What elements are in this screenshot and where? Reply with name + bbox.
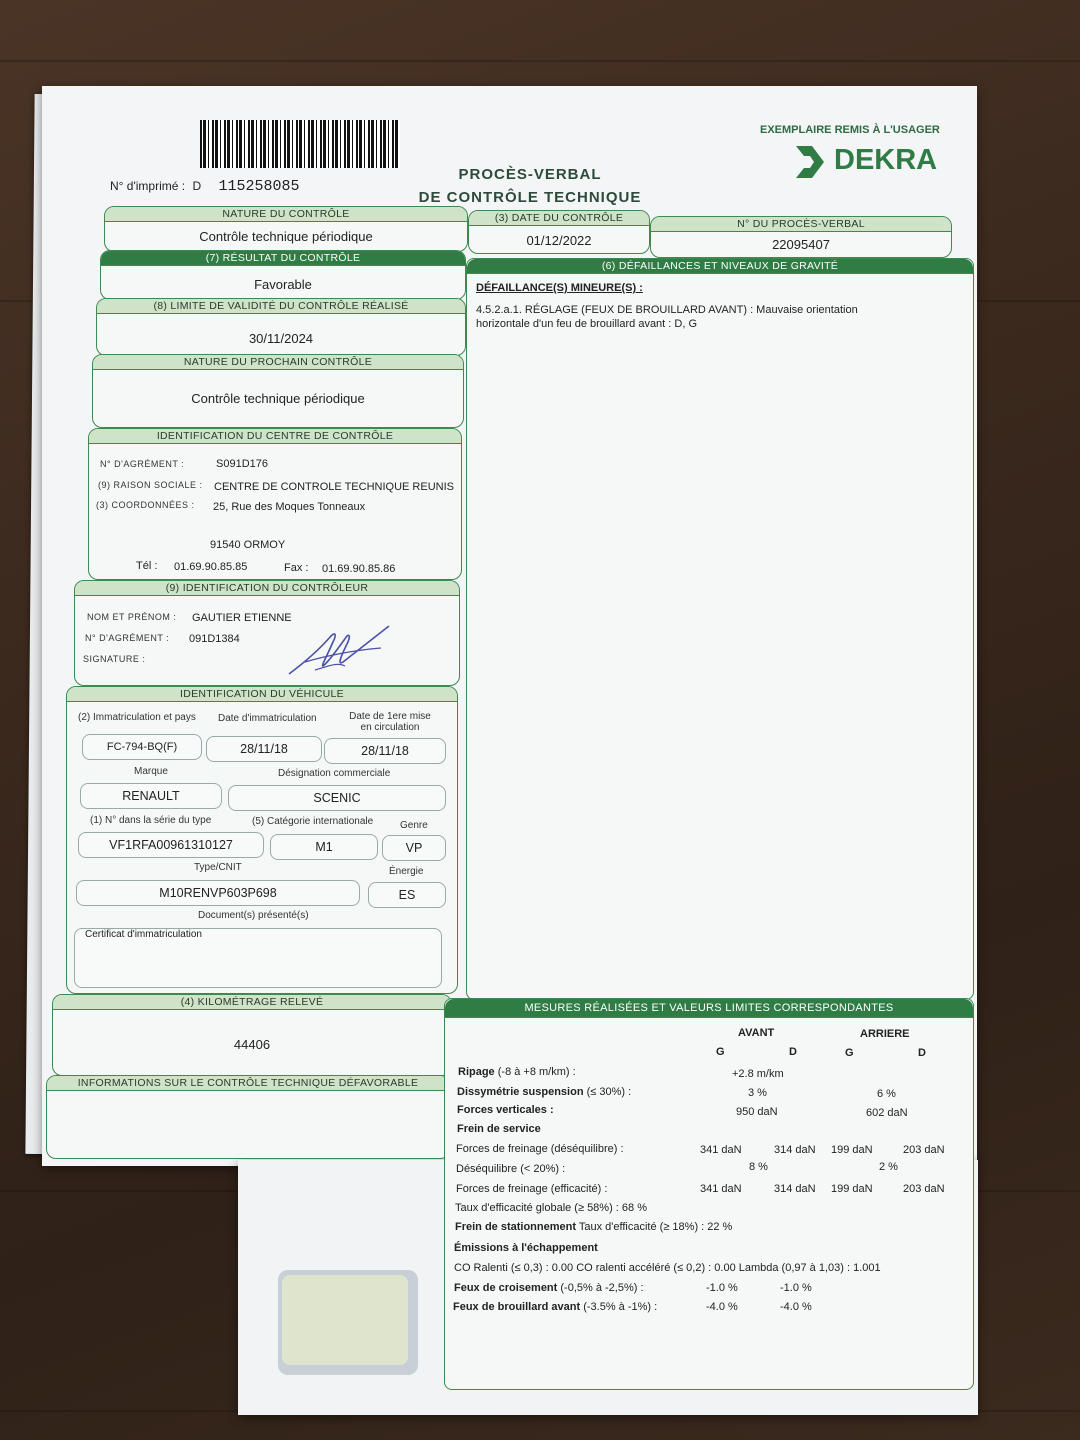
emissions-label: Émissions à l'échappement <box>454 1242 598 1254</box>
forces-verticales-label: Forces verticales : <box>457 1104 554 1116</box>
genre-field: VP <box>382 835 446 861</box>
desequilibre-arriere: 2 % <box>879 1161 898 1173</box>
energie-field: ES <box>368 882 446 908</box>
defaillance-line1: 4.5.2.a.1. RÉGLAGE (FEUX DE BROUILLARD AVANT) : Mauvaise orientation <box>476 304 858 316</box>
nature-controle-header: NATURE DU CONTRÔLE <box>105 207 467 222</box>
kilometrage-box <box>52 994 452 1076</box>
categorie-label: (5) Catégorie internationale <box>252 816 374 827</box>
croisement-d: -1.0 % <box>780 1282 812 1294</box>
documents-value: Certificat d'immatriculation <box>85 929 202 940</box>
prochain-controle-box <box>92 354 464 428</box>
resultat-header: (7) RÉSULTAT DU CONTRÔLE <box>101 251 465 266</box>
dissymetrie-arriere: 6 % <box>877 1088 896 1100</box>
co-ralenti-line: CO Ralenti (≤ 0,3) : 0.00 CO ralenti accéléré (≤ 0,2) : 0.00 Lambda (0,97 à 1,03) : 1.001 <box>454 1262 881 1274</box>
ff-deseq-label: Forces de freinage (déséquilibre) : <box>456 1143 624 1155</box>
centre-tel-label: Tél : <box>136 560 158 572</box>
croisement-range: (-0,5% à -2,5%) : <box>560 1282 644 1294</box>
controleur-nom-label: NOM ET PRÉNOM : <box>87 612 177 622</box>
brouillard-g: -4.0 % <box>706 1301 738 1313</box>
numero-imprime-label: N° d'imprimé : <box>110 179 186 193</box>
centre-agrement-value: S091D176 <box>216 458 268 470</box>
limite-validite-box <box>96 298 466 356</box>
ff-eff-ard: 203 daN <box>903 1183 945 1195</box>
dissymetrie-label: Dissymétrie suspension <box>457 1086 584 1098</box>
energie-label: Énergie <box>389 866 424 877</box>
limite-validite-header: (8) LIMITE DE VALIDITÉ DU CONTRÔLE RÉALISÉ <box>97 299 465 314</box>
defaillances-header: (6) DÉFAILLANCES ET NIVEAUX DE GRAVITÉ <box>467 259 973 274</box>
prochain-controle-value: Contrôle technique périodique <box>191 391 365 406</box>
ff-deseq-avd: 314 daN <box>774 1144 816 1156</box>
hologram-sticker <box>282 1275 408 1365</box>
designation-label: Désignation commerciale <box>278 768 391 779</box>
numero-imprime <box>110 178 299 195</box>
centre-ville: 91540 ORMOY <box>210 539 286 551</box>
ff-eff-avd: 314 daN <box>774 1183 816 1195</box>
centre-tel: 01.69.90.85.85 <box>174 561 248 573</box>
controleur-agrement-label: N° D'AGRÉMENT : <box>85 633 170 643</box>
avant-header: AVANT <box>738 1027 775 1039</box>
type-field: M10RENVP603P698 <box>76 880 360 906</box>
kilometrage-value: 44406 <box>233 1037 271 1052</box>
resultat-box <box>100 250 466 300</box>
avant-d: D <box>789 1046 797 1058</box>
document-title <box>400 166 660 206</box>
documents-label: Document(s) présenté(s) <box>198 910 309 921</box>
date-circ-label-line1: Date de 1ere mise <box>349 711 431 722</box>
numero-pv-header: N° DU PROCÈS-VERBAL <box>651 217 951 232</box>
nature-controle-box <box>104 206 468 252</box>
ff-deseq-avg: 341 daN <box>700 1144 742 1156</box>
ff-deseq-arg: 199 daN <box>831 1144 873 1156</box>
barcode <box>200 120 400 168</box>
dekra-logo-icon <box>790 142 830 182</box>
immat-label: (2) Immatriculation et pays <box>78 712 196 723</box>
frein-service-label: Frein de service <box>457 1123 541 1135</box>
title-line2: DE CONTRÔLE TECHNIQUE <box>418 189 642 206</box>
brouillard-label: Feux de brouillard avant <box>453 1301 581 1313</box>
marque-field: RENAULT <box>80 783 222 809</box>
brouillard-d: -4.0 % <box>780 1301 812 1313</box>
forces-verticales-arriere: 602 daN <box>866 1107 908 1119</box>
defaillances-box <box>466 258 974 1000</box>
croisement-label: Feux de croisement <box>454 1282 558 1294</box>
avant-g: G <box>716 1046 725 1058</box>
vehicule-header: IDENTIFICATION DU VÉHICULE <box>67 687 457 702</box>
signature-image <box>285 622 395 682</box>
categorie-field: M1 <box>270 834 378 860</box>
mesures-header: MESURES RÉALISÉES ET VALEURS LIMITES CORRESPONDANTES <box>445 999 973 1018</box>
exemplaire-label: EXEMPLAIRE REMIS À L'USAGER <box>760 124 940 136</box>
frein-stationnement-label: Frein de stationnement <box>455 1221 577 1233</box>
date-controle-box <box>468 210 650 254</box>
kilometrage-header: (4) KILOMÉTRAGE RELEVÉ <box>53 995 451 1010</box>
date-controle-header: (3) DATE DU CONTRÔLE <box>469 211 649 226</box>
ff-eff-label: Forces de freinage (efficacité) : <box>456 1183 608 1195</box>
brouillard-range: (-3.5% à -1%) : <box>583 1301 658 1313</box>
dissymetrie-avant: 3 % <box>748 1087 767 1099</box>
date-controle-value: 01/12/2022 <box>526 233 592 248</box>
numero-pv-box <box>650 216 952 258</box>
centre-raison-value: CENTRE DE CONTROLE TECHNIQUE REUNIS <box>214 481 454 493</box>
date-circ-label-line2: en circulation <box>360 722 420 733</box>
serie-field: VF1RFA00961310127 <box>78 832 264 858</box>
documents-field <box>74 928 442 988</box>
frein-stationnement-value: Taux d'efficacité (≥ 18%) : 22 % <box>578 1221 733 1233</box>
date-circ-field: 28/11/18 <box>324 738 446 764</box>
desequilibre-avant: 8 % <box>749 1161 768 1173</box>
forces-verticales-avant: 950 daN <box>736 1106 778 1118</box>
marque-label: Marque <box>134 766 168 777</box>
dissymetrie-range: (≤ 30%) : <box>586 1086 632 1098</box>
controleur-signature-label: SIGNATURE : <box>83 654 146 664</box>
croisement-g: -1.0 % <box>706 1282 738 1294</box>
numero-imprime-value: 115258085 <box>218 178 300 195</box>
centre-coord-label: (3) COORDONNÉES : <box>96 500 195 510</box>
centre-header: IDENTIFICATION DU CENTRE DE CONTRÔLE <box>89 429 461 444</box>
date-circ-label <box>340 711 440 733</box>
controleur-agrement-value: 091D1384 <box>189 633 240 645</box>
informations-box <box>46 1075 450 1159</box>
type-label: Type/CNIT <box>194 862 242 873</box>
centre-fax-label: Fax : <box>284 562 309 574</box>
ff-eff-avg: 341 daN <box>700 1183 742 1195</box>
taux-efficacite: Taux d'efficacité globale (≥ 58%) : 68 % <box>455 1202 647 1214</box>
dekra-logo <box>790 142 950 182</box>
informations-header: INFORMATIONS SUR LE CONTRÔLE TECHNIQUE DÉFAVORABLE <box>47 1076 449 1091</box>
designation-field: SCENIC <box>228 785 446 811</box>
controleur-nom-value: GAUTIER ETIENNE <box>192 612 292 624</box>
prochain-controle-header: NATURE DU PROCHAIN CONTRÔLE <box>93 355 463 370</box>
title-line1: PROCÈS-VERBAL <box>458 166 602 183</box>
resultat-value: Favorable <box>254 277 312 292</box>
centre-fax: 01.69.90.85.86 <box>322 563 396 575</box>
ripage-value: +2.8 m/km <box>732 1068 784 1080</box>
date-immat-label: Date d'immatriculation <box>218 713 317 724</box>
ripage-label: Ripage <box>458 1066 495 1078</box>
date-immat-field: 28/11/18 <box>206 736 322 762</box>
limite-validite-value: 30/11/2024 <box>248 331 314 346</box>
numero-imprime-prefix: D <box>192 179 202 193</box>
arriere-d: D <box>918 1047 926 1059</box>
immat-field: FC-794-BQ(F) <box>82 734 202 760</box>
numero-pv-value: 22095407 <box>772 237 830 252</box>
serie-label: (1) N° dans la série du type <box>90 815 212 826</box>
nature-controle-value: Contrôle technique périodique <box>199 229 373 244</box>
centre-adresse: 25, Rue des Moques Tonneaux <box>213 501 366 513</box>
genre-label: Genre <box>400 820 428 831</box>
controleur-header: (9) IDENTIFICATION DU CONTRÔLEUR <box>75 581 459 596</box>
ripage-range: (-8 à +8 m/km) : <box>497 1066 576 1078</box>
arriere-header: ARRIERE <box>860 1028 910 1040</box>
dekra-logo-text: DEKRA <box>834 144 938 176</box>
centre-agrement-label: N° D'AGRÉMENT : <box>100 459 185 469</box>
defaillance-line2: horizontale d'un feu de brouillard avant : D, G <box>476 318 698 330</box>
arriere-g: G <box>845 1047 854 1059</box>
ff-eff-arg: 199 daN <box>831 1183 873 1195</box>
defaillances-title: DÉFAILLANCE(S) MINEURE(S) : <box>476 282 643 294</box>
ff-deseq-ard: 203 daN <box>903 1144 945 1156</box>
desequilibre-label: Déséquilibre (< 20%) : <box>456 1163 566 1175</box>
centre-raison-label: (9) RAISON SOCIALE : <box>98 480 203 490</box>
